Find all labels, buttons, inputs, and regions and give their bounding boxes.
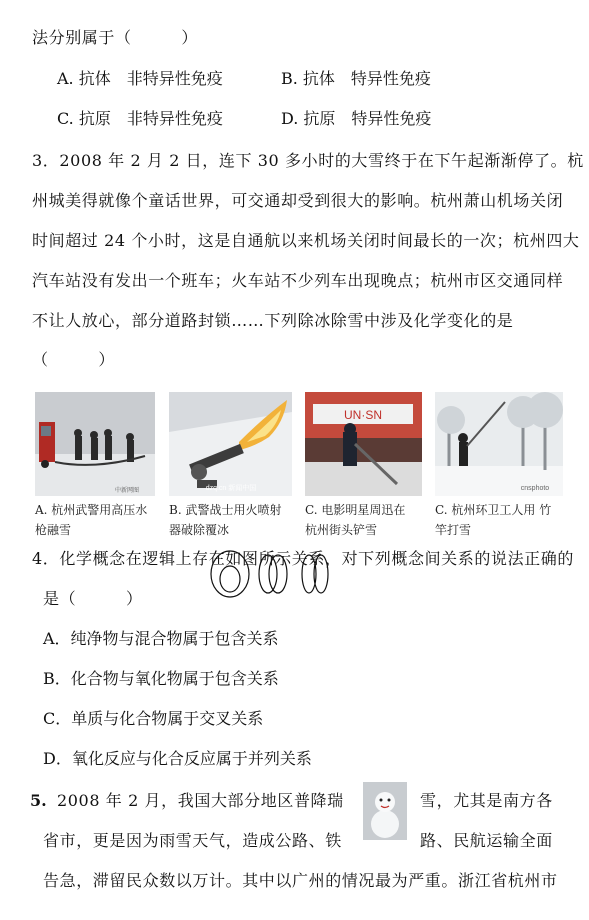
q5-line-3: 告急，滞留民众数以万计。其中以广州的情况最为严重。浙江省杭州市: [43, 871, 558, 890]
photo-bamboo-pole: [435, 392, 563, 496]
q4-stem-line-2: 是（ ）: [43, 589, 143, 608]
photo-star-shoveling: [305, 392, 422, 496]
caption-b-line-1: B. 武警战士用火喷射: [169, 503, 282, 517]
caption-c-line-2: 杭州街头铲雪: [305, 523, 378, 537]
photo-d-watermark: cnsphoto: [520, 485, 550, 492]
photo-b-watermark: dzq.cn 新闻中国: [205, 485, 257, 492]
caption-c-line-1: C. 电影明星周迅在: [305, 503, 406, 517]
caption-d-line-1: C. 杭州环卫工人用 竹: [435, 503, 552, 517]
q5-line-2-left: 省市，更是因为雨雪天气，造成公路、铁: [43, 831, 342, 850]
caption-b-line-2: 器破除覆冰: [169, 523, 230, 537]
photo-flame-thrower: [169, 392, 292, 496]
q2-option-a: A. 抗体 非特异性免疫: [57, 69, 223, 88]
q3-line-6: （ ）: [32, 350, 116, 369]
q3-line-3: 时间超过 24 个小时，这是自通航以来机场关闭时间最长的一次；杭州四大: [32, 231, 580, 250]
caption-d-line-2: 竿打雪: [435, 523, 472, 537]
q4-option-b: B．化合物与氧化物属于包含关系: [43, 669, 279, 688]
q4-option-a: A．纯净物与混合物属于包含关系: [43, 629, 279, 648]
q4-option-c: C．单质与化合物属于交叉关系: [43, 709, 264, 728]
q4-option-d: D．氧化反应与化合反应属于并列关系: [43, 749, 312, 768]
concept-relation-diagram: [208, 548, 330, 600]
q3-line-5: 不让人放心，部分道路封锁……下列除冰除雪中涉及化学变化的是: [32, 311, 514, 330]
caption-a-line-2: 枪融雪: [35, 523, 72, 537]
q3-line-2: 州城美得就像个童话世界，可交通却受到很大的影响。杭州萧山机场关闭: [32, 191, 564, 210]
q5-line-2-right: 路、民航运输全面: [420, 831, 553, 850]
q5-number: 5.: [30, 791, 47, 810]
photo-a-watermark: 中新网图: [114, 488, 139, 494]
q4-stem-line-1: 4．化学概念在逻辑上存在如图所示关系，对下列概念间关系的说法正确的: [32, 549, 574, 568]
caption-a-line-1: A. 杭州武警用高压水: [35, 503, 148, 517]
q2-option-b: B. 抗体 特异性免疫: [281, 69, 431, 88]
q5-line-1-right: 雪，尤其是南方各: [420, 791, 553, 810]
svg-text:UN·SN: UN·SN: [344, 408, 382, 422]
snowman-image: [363, 782, 407, 840]
q3-line-4: 汽车站没有发出一个班车；火车站不少列车出现晚点；杭州市区交通同样: [32, 271, 564, 290]
photo-water-cannon: [35, 392, 155, 496]
q3-line-1: 3．2008 年 2 月 2 日，连下 30 多小时的大雪终于在下午起渐渐停了。杭: [32, 151, 584, 170]
q2-option-d: D. 抗原 特异性免疫: [281, 109, 432, 128]
q2-option-c: C. 抗原 非特异性免疫: [57, 109, 223, 128]
q2-stem-tail: 法分别属于（ ）: [32, 28, 199, 47]
q5-line-1-left: 2008 年 2 月，我国大部分地区普降瑞: [57, 791, 344, 810]
